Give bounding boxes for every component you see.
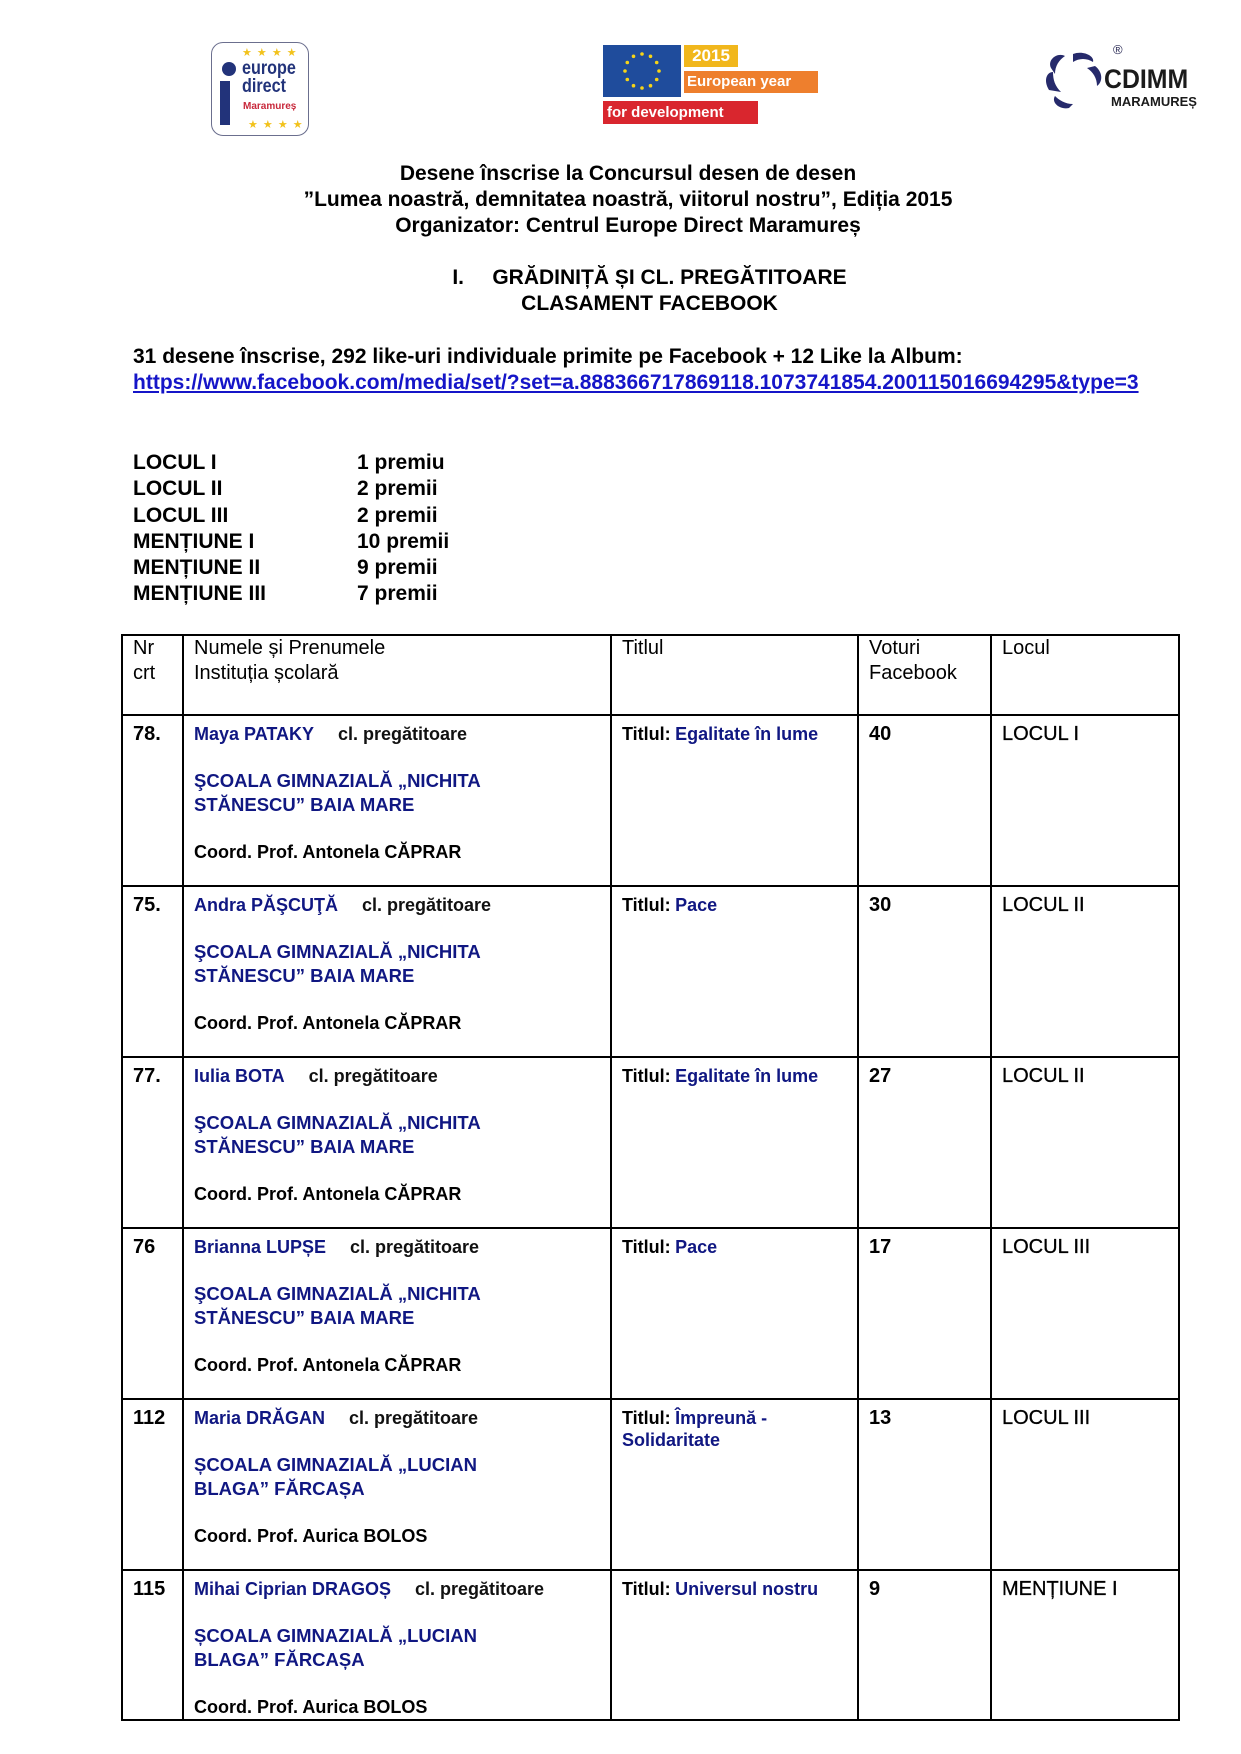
row-number: 112	[122, 1399, 183, 1570]
section-subtitle: CLASAMENT FACEBOOK	[521, 292, 778, 315]
facebook-votes: 13	[858, 1399, 991, 1570]
row-number: 78.	[122, 715, 183, 886]
prize-count: 7 premii	[357, 582, 438, 606]
participant-name: Iulia BOTA	[194, 1066, 285, 1086]
prize-row	[133, 529, 449, 555]
prize-count: 1 premiu	[357, 451, 445, 474]
row-number: 115	[122, 1570, 183, 1720]
participant-name: Maria DRĂGAN	[194, 1408, 326, 1428]
placement: LOCUL II	[991, 1057, 1179, 1228]
document-organizer: Organizator: Centrul Europe Direct Maramureș	[395, 214, 861, 237]
prize-label: LOCUL III	[133, 503, 229, 527]
prize-label: LOCUL I	[133, 451, 217, 474]
participant-name: Brianna LUPȘE	[194, 1237, 327, 1257]
participant-class: cl. pregătitoare	[338, 724, 468, 744]
drawing-title: Pace	[675, 1237, 718, 1257]
prize-label: MENȚIUNE I	[133, 529, 255, 553]
results-table	[121, 634, 1180, 1721]
prize-row	[133, 503, 449, 529]
europe-direct-word-1: europe	[242, 58, 296, 79]
drawing-title: Universul nostru	[675, 1579, 819, 1599]
title-prefix: Titlul:	[622, 1237, 671, 1257]
drawing-title: Împreună - Solidaritate	[622, 1408, 768, 1450]
prize-label: LOCUL II	[133, 477, 223, 501]
facebook-album-link[interactable]: https://www.facebook.com/media/set/?set=a.888366717869118.1073741854.200115016694295&type=3	[133, 371, 1139, 394]
school-name: ŞCOALA GIMNAZIALĂ „NICHITA STĂNESCU” BAIA MARE	[194, 941, 481, 986]
coordinator: Coord. Prof. Antonela CĂPRAR	[194, 1355, 462, 1375]
prize-row	[133, 555, 449, 581]
title-prefix: Titlul:	[622, 1066, 671, 1086]
cdimm-name: CDIMM	[1104, 64, 1189, 94]
school-name: ŞCOALA GIMNAZIALĂ „NICHITA STĂNESCU” BAIA MARE	[194, 1283, 481, 1328]
cdimm-logo	[1043, 44, 1215, 112]
info-one-icon	[220, 81, 230, 125]
header-titlu: Titlul	[611, 635, 858, 715]
prize-list	[133, 450, 449, 608]
eu-for-development: for development	[603, 101, 758, 124]
title-prefix: Titlul:	[622, 724, 671, 744]
prize-count: 10 premii	[357, 529, 450, 553]
participant-cell	[183, 1399, 611, 1570]
facebook-votes: 27	[858, 1057, 991, 1228]
europe-direct-region: Maramureș	[243, 101, 297, 112]
eu-year-logo	[603, 45, 817, 125]
title-prefix: Titlul:	[622, 1579, 671, 1599]
facebook-votes: 30	[858, 886, 991, 1057]
facebook-votes: 17	[858, 1228, 991, 1399]
document-title-line-1: Desene înscrise la Concursul desen de desen	[399, 162, 857, 185]
header-nume	[183, 635, 611, 715]
participant-class: cl. pregătitoare	[350, 1237, 480, 1257]
star-icons-bottom: ★ ★ ★ ★	[248, 119, 304, 131]
facebook-votes: 40	[858, 715, 991, 886]
header-nume-line2: Instituția școlară	[194, 662, 339, 684]
drawing-title: Egalitate în lume	[675, 1066, 819, 1086]
school-name: ȘCOALA GIMNAZIALĂ „LUCIAN BLAGA” FĂRCAȘA	[194, 1625, 477, 1670]
header-nr-line1: Nr	[133, 637, 155, 659]
placement: LOCUL II	[991, 886, 1179, 1057]
row-number: 76	[122, 1228, 183, 1399]
participant-cell	[183, 715, 611, 886]
prize-row	[133, 450, 449, 476]
school-name: ŞCOALA GIMNAZIALĂ „NICHITA STĂNESCU” BAIA MARE	[194, 1112, 481, 1157]
participant-class: cl. pregătitoare	[362, 895, 492, 915]
title-cell	[611, 1570, 858, 1720]
prize-label: MENȚIUNE II	[133, 556, 261, 580]
facebook-votes: 9	[858, 1570, 991, 1720]
section-number: I.	[452, 266, 465, 289]
participant-class: cl. pregătitoare	[308, 1066, 438, 1086]
participant-cell	[183, 1570, 611, 1720]
participant-cell	[183, 1228, 611, 1399]
header-nume-line1: Numele și Prenumele	[194, 637, 386, 659]
placement: LOCUL I	[991, 715, 1179, 886]
drawing-title: Egalitate în lume	[675, 724, 819, 744]
section-title	[0, 265, 1241, 291]
table-row	[122, 1570, 1179, 1720]
section-name: GRĂDINIȚĂ ȘI CL. PREGĂTITOARE	[492, 266, 847, 289]
cdimm-swirl-icon	[1043, 50, 1105, 110]
title-prefix: Titlul:	[622, 1408, 671, 1428]
header-voturi-line1: Voturi	[869, 637, 921, 659]
participant-cell	[183, 886, 611, 1057]
document-title-line-2: ”Lumea noastră, demnitatea noastră, viitorul nostru”, Ediția 2015	[303, 188, 953, 211]
header-voturi	[858, 635, 991, 715]
coordinator: Coord. Prof. Antonela CĂPRAR	[194, 842, 462, 862]
prize-row	[133, 476, 449, 502]
table-row	[122, 1399, 1179, 1570]
eu-stars-ring-icon	[622, 51, 662, 91]
prize-row	[133, 581, 449, 607]
prize-count: 2 premii	[357, 503, 438, 527]
row-number: 75.	[122, 886, 183, 1057]
cdimm-region: MARAMUREȘ	[1111, 94, 1197, 109]
header-locul: Locul	[991, 635, 1179, 715]
participant-cell	[183, 1057, 611, 1228]
summary-text: 31 desene înscrise, 292 like-uri individuale primite pe Facebook + 12 Like la Album:	[133, 345, 963, 368]
title-cell	[611, 1399, 858, 1570]
eu-flag-icon	[603, 45, 681, 97]
participant-name: Andra PĂŞCUŢĂ	[194, 895, 339, 915]
eu-year-2015: 2015	[684, 45, 738, 67]
school-name: ŞCOALA GIMNAZIALĂ „NICHITA STĂNESCU” BAIA MARE	[194, 770, 481, 815]
drawing-title: Pace	[675, 895, 718, 915]
prize-count: 2 premii	[357, 477, 438, 501]
eu-star-circle-icon	[222, 62, 236, 76]
europe-direct-word-2: direct	[242, 76, 286, 97]
europe-direct-logo	[211, 42, 309, 136]
header-nr	[122, 635, 183, 715]
title-prefix: Titlul:	[622, 895, 671, 915]
row-number: 77.	[122, 1057, 183, 1228]
title-cell	[611, 1228, 858, 1399]
placement: LOCUL III	[991, 1228, 1179, 1399]
prize-count: 9 premii	[357, 556, 438, 580]
header-voturi-line2: Facebook	[869, 662, 957, 684]
title-cell	[611, 715, 858, 886]
participant-name: Mihai Ciprian DRAGOȘ	[194, 1579, 392, 1599]
school-name: ȘCOALA GIMNAZIALĂ „LUCIAN BLAGA” FĂRCAȘA	[194, 1454, 477, 1499]
eu-european-year: European year	[684, 71, 818, 93]
coordinator: Coord. Prof. Antonela CĂPRAR	[194, 1184, 462, 1204]
star-icons: ★ ★ ★ ★	[242, 47, 298, 59]
participant-class: cl. pregătitoare	[349, 1408, 479, 1428]
table-row	[122, 886, 1179, 1057]
title-cell	[611, 1057, 858, 1228]
header-nr-line2: crt	[133, 662, 156, 684]
table-row	[122, 1228, 1179, 1399]
placement: MENȚIUNE I	[991, 1570, 1179, 1720]
title-cell	[611, 886, 858, 1057]
table-row	[122, 715, 1179, 886]
placement: LOCUL III	[991, 1399, 1179, 1570]
coordinator: Coord. Prof. Antonela CĂPRAR	[194, 1013, 462, 1033]
prize-label: MENȚIUNE III	[133, 582, 267, 606]
participant-name: Maya PATAKY	[194, 724, 315, 744]
coordinator: Coord. Prof. Aurica BOLOS	[194, 1697, 428, 1717]
registered-mark: ®	[1113, 42, 1123, 57]
table-row	[122, 1057, 1179, 1228]
participant-class: cl. pregătitoare	[415, 1579, 545, 1599]
table-header-row	[122, 635, 1179, 715]
coordinator: Coord. Prof. Aurica BOLOS	[194, 1526, 428, 1546]
